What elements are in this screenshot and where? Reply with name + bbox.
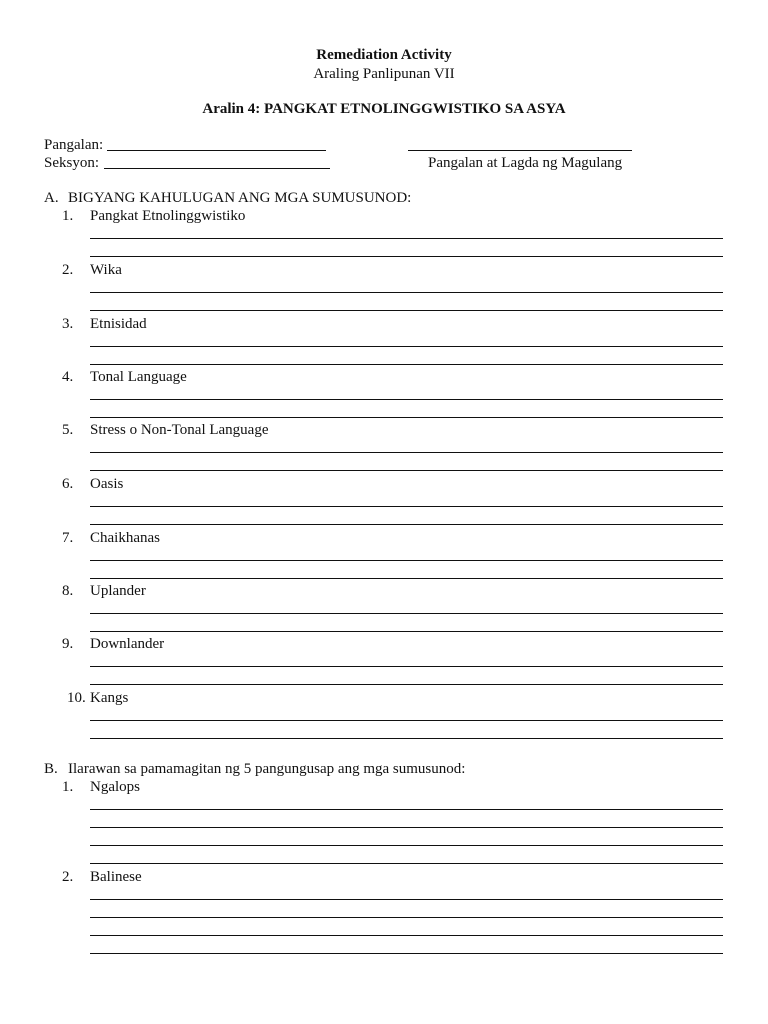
answer-line[interactable] [90,524,723,525]
answer-line[interactable] [90,399,723,400]
answer-line[interactable] [90,666,723,667]
item-number: 1. [62,208,74,224]
answer-line[interactable] [90,720,723,721]
item-term: Stress o Non-Tonal Language [90,422,269,438]
item-term: Wika [90,262,122,278]
section-a-title: BIGYANG KAHULUGAN ANG MGA SUMUSUNOD: [68,190,412,206]
answer-line[interactable] [90,506,723,507]
item-term: Etnisidad [90,316,147,332]
answer-line[interactable] [90,684,723,685]
item-term: Uplander [90,583,146,599]
item-term: Balinese [90,869,142,885]
answer-line[interactable] [90,452,723,453]
answer-line[interactable] [90,470,723,471]
item-term: Downlander [90,636,165,652]
section-a-heading [44,189,411,207]
item-term: Kangs [90,690,129,706]
answer-line[interactable] [90,899,723,900]
answer-line[interactable] [90,364,723,365]
item-number: 4. [62,369,74,385]
answer-line[interactable] [90,346,723,347]
answer-line[interactable] [90,863,723,864]
item-number: 10. [67,690,86,706]
answer-line[interactable] [90,292,723,293]
lesson-title: Aralin 4: PANGKAT ETNOLINGGWISTIKO SA ASYA [202,101,566,117]
item-number: 6. [62,476,74,492]
item-term: Ngalops [90,779,140,795]
answer-line[interactable] [90,953,723,954]
item-number: 8. [62,583,74,599]
answer-line[interactable] [90,310,723,311]
answer-line[interactable] [90,631,723,632]
section-b-letter: B. [44,761,58,777]
item-term: Pangkat Etnolinggwistiko [90,208,246,224]
answer-line[interactable] [90,738,723,739]
section-b-heading [44,760,465,778]
section-label: Seksyon: [44,155,100,171]
item-number: 9. [62,636,74,652]
parent-signature-field[interactable] [408,150,632,151]
answer-line[interactable] [90,845,723,846]
answer-line[interactable] [90,917,723,918]
answer-line[interactable] [90,613,723,614]
item-term: Chaikhanas [90,530,160,546]
item-term: Tonal Language [90,369,187,385]
answer-line[interactable] [90,935,723,936]
item-number: 5. [62,422,74,438]
subject-name: Araling Panlipunan VII [313,66,455,82]
item-term: Oasis [90,476,124,492]
answer-line[interactable] [90,560,723,561]
item-number: 2. [62,262,74,278]
item-number: 7. [62,530,74,546]
worksheet-title: Remediation Activity [316,47,452,63]
name-field[interactable] [107,150,326,151]
name-label: Pangalan: [44,137,104,153]
item-number: 3. [62,316,74,332]
answer-line[interactable] [90,827,723,828]
answer-line[interactable] [90,809,723,810]
item-number: 2. [62,869,74,885]
item-number: 1. [62,779,74,795]
parent-signature-caption: Pangalan at Lagda ng Magulang [428,155,623,171]
answer-line[interactable] [90,238,723,239]
answer-line[interactable] [90,417,723,418]
section-b-title: Ilarawan sa pamamagitan ng 5 pangungusap ang mga sumusunod: [68,761,466,777]
answer-line[interactable] [90,256,723,257]
section-field[interactable] [104,168,330,169]
answer-line[interactable] [90,578,723,579]
section-a-letter: A. [44,190,59,206]
